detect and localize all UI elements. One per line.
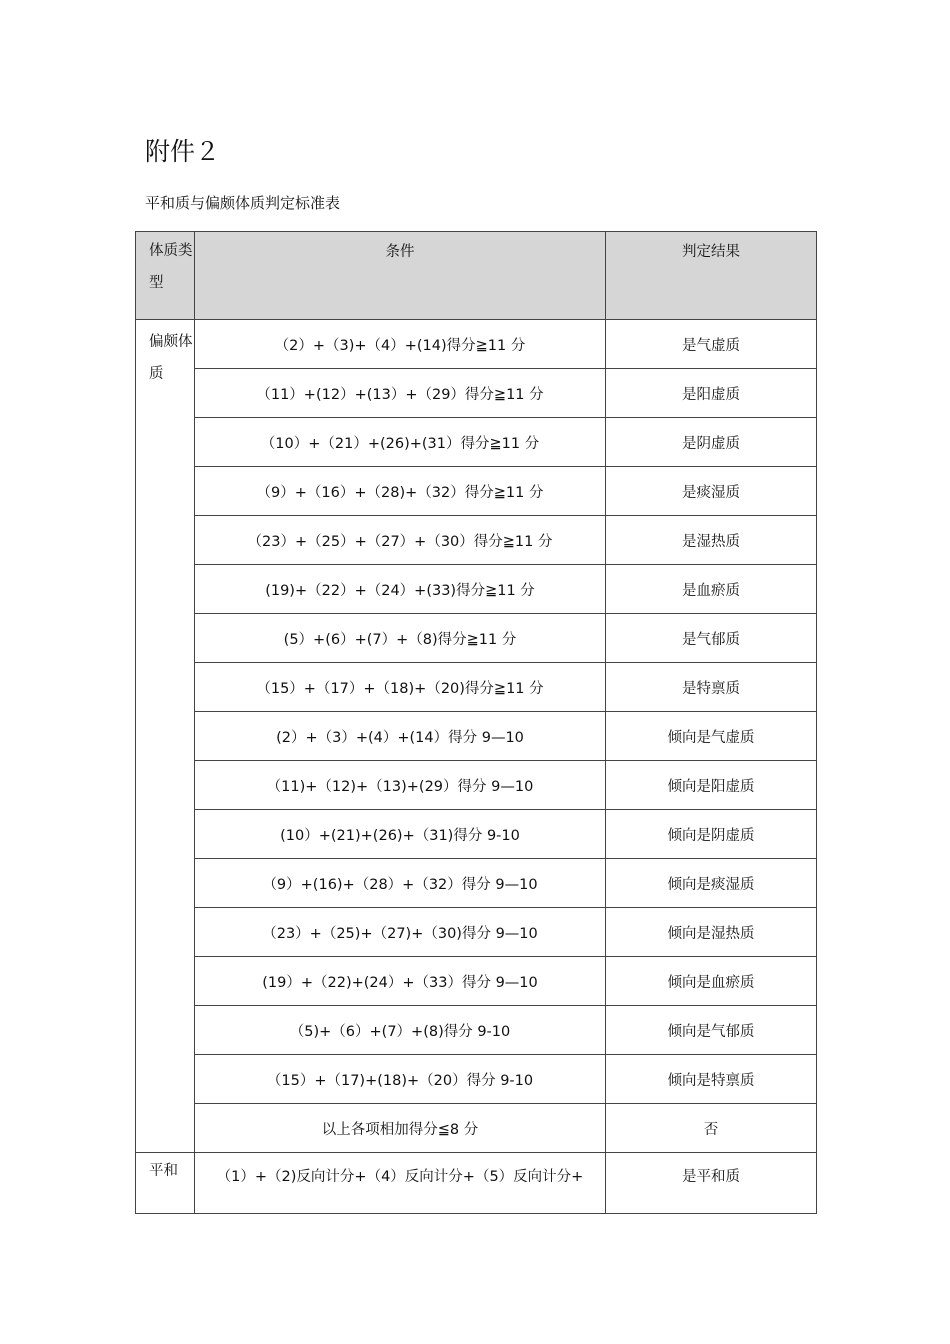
table-row (136, 614, 817, 663)
result-cell: 是气郁质 (606, 614, 817, 663)
condition-cell: （1）+（2)反向计分+（4）反向计分+（5）反向计分+ (195, 1153, 606, 1214)
page-heading: 附件２ (145, 137, 221, 166)
condition-cell: (5）+(6）+(7）+（8)得分≧11 分 (195, 614, 606, 663)
constitution-criteria-table (135, 231, 817, 1214)
table-row (136, 418, 817, 467)
condition-cell: （23）+（25）+（27）+（30）得分≧11 分 (195, 516, 606, 565)
table-row (136, 761, 817, 810)
result-cell: 是痰湿质 (606, 467, 817, 516)
result-cell: 倾向是气郁质 (606, 1006, 817, 1055)
table-row (136, 320, 817, 369)
type-cell: 平和 (136, 1153, 195, 1214)
table-row (136, 1055, 817, 1104)
table-row (136, 957, 817, 1006)
table-row (136, 565, 817, 614)
condition-cell: 以上各项相加得分≦8 分 (195, 1104, 606, 1153)
condition-cell: （10）+（21）+(26)+(31）得分≧11 分 (195, 418, 606, 467)
condition-cell: (19)+（22）+（24）+(33)得分≧11 分 (195, 565, 606, 614)
condition-cell: （15）+（17)+(18)+（20）得分 9-10 (195, 1055, 606, 1104)
result-cell: 是平和质 (606, 1153, 817, 1214)
condition-cell: (10）+(21)+(26)+（31)得分 9-10 (195, 810, 606, 859)
result-cell: 倾向是痰湿质 (606, 859, 817, 908)
result-cell: 倾向是血瘀质 (606, 957, 817, 1006)
type-cell: 偏颇体质 (136, 320, 195, 1153)
table-row (136, 1006, 817, 1055)
table-row (136, 810, 817, 859)
table-row (136, 712, 817, 761)
condition-cell: （15）+（17）+（18)+（20)得分≧11 分 (195, 663, 606, 712)
table-row (136, 467, 817, 516)
header-type: 体质类型 (136, 232, 195, 320)
result-cell: 是阴虚质 (606, 418, 817, 467)
table-row (136, 516, 817, 565)
result-cell: 倾向是阴虚质 (606, 810, 817, 859)
result-cell: 倾向是湿热质 (606, 908, 817, 957)
result-cell: 倾向是阳虚质 (606, 761, 817, 810)
result-cell: 倾向是特禀质 (606, 1055, 817, 1104)
condition-cell: （11)+（12)+（13)+(29）得分 9—10 (195, 761, 606, 810)
result-cell: 倾向是气虚质 (606, 712, 817, 761)
result-cell: 是特禀质 (606, 663, 817, 712)
result-cell: 是气虚质 (606, 320, 817, 369)
condition-cell: (2）+（3）+(4）+(14）得分 9—10 (195, 712, 606, 761)
condition-cell: （2）+（3)+（4）+(14)得分≧11 分 (195, 320, 606, 369)
condition-cell: （9）+（16）+（28)+（32）得分≧11 分 (195, 467, 606, 516)
result-cell: 是血瘀质 (606, 565, 817, 614)
result-cell: 是阳虚质 (606, 369, 817, 418)
table-row (136, 663, 817, 712)
table-row (136, 1153, 817, 1214)
table-row (136, 369, 817, 418)
header-result: 判定结果 (606, 232, 817, 320)
result-cell: 否 (606, 1104, 817, 1153)
condition-cell: (19）+（22)+(24）+（33）得分 9—10 (195, 957, 606, 1006)
condition-cell: （23）+（25)+（27)+（30)得分 9—10 (195, 908, 606, 957)
table-row (136, 859, 817, 908)
condition-cell: （11）+(12）+(13）+（29）得分≧11 分 (195, 369, 606, 418)
result-cell: 是湿热质 (606, 516, 817, 565)
header-condition: 条件 (195, 232, 606, 320)
header-row (136, 232, 817, 320)
table-body (136, 320, 817, 1214)
condition-cell: （9）+(16)+（28）+（32）得分 9—10 (195, 859, 606, 908)
table-row (136, 908, 817, 957)
condition-cell: （5)+（6）+(7）+(8)得分 9-10 (195, 1006, 606, 1055)
table-row (136, 1104, 817, 1153)
table-title: 平和质与偏颇体质判定标准表 (145, 194, 341, 212)
